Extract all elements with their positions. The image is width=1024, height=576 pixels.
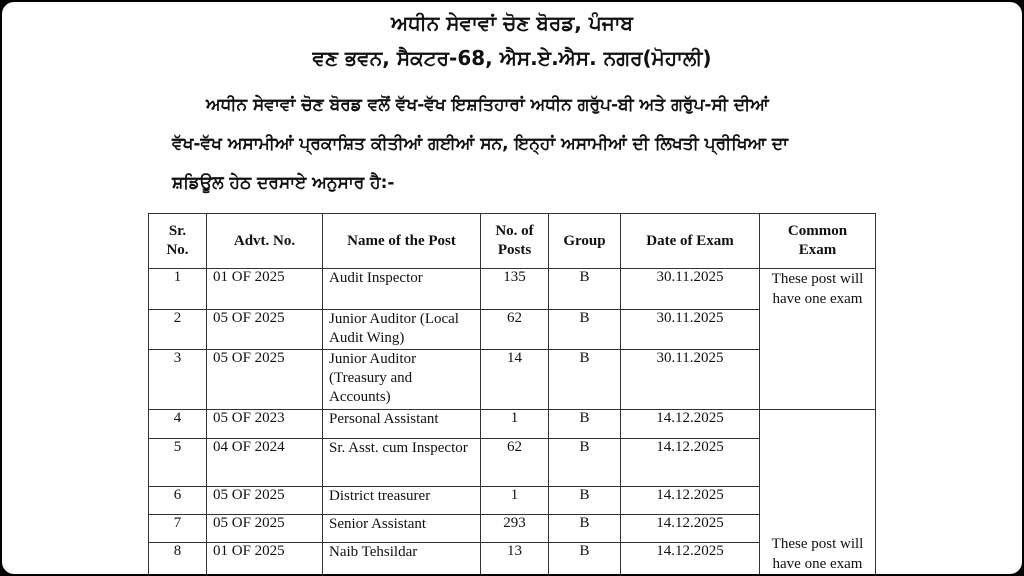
posts-cell: 62: [481, 439, 549, 487]
board-address-heading: ਵਣ ਭਵਨ, ਸੈਕਟਰ-68, ਐਸ.ਏ.ਐਸ. ਨਗਰ(ਮੋਹਾਲੀ): [312, 46, 712, 70]
advt-cell: 05 OF 2025: [207, 515, 323, 543]
exam-schedule-table: [148, 213, 876, 574]
intro-line-1: ਅਧੀਨ ਸੇਵਾਵਾਂ ਚੋਣ ਬੋਰਡ ਵਲੋਂ ਵੱਖ-ਵੱਖ ਇਸ਼ਤਿਹਾਰਾਂ ਅਧੀਨ ਗਰੁੱਪ-ਬੀ ਅਤੇ ਗਰੁੱਪ-ਸੀ ਦੀਆਂ: [206, 95, 769, 115]
posts-cell: 13: [481, 543, 549, 575]
group-cell: B: [549, 310, 621, 350]
intro-line-2: ਵੱਖ-ਵੱਖ ਅਸਾਮੀਆਂ ਪ੍ਰਕਾਸ਼ਿਤ ਕੀਤੀਆਂ ਗਈਆਂ ਸਨ, ਇਨ੍ਹਾਂ ਅਸਾਮੀਆਂ ਦੀ ਲਿਖਤੀ ਪ੍ਰੀਖਿਆ ਦਾ: [172, 134, 789, 154]
common-exam-cell: These post will have one exam: [760, 269, 876, 410]
advt-cell: 01 OF 2025: [207, 543, 323, 575]
advt-cell: 05 OF 2025: [207, 487, 323, 515]
header-no-of-posts: No. of Posts: [481, 214, 549, 269]
table-header-row: [149, 214, 876, 269]
group-cell: B: [549, 439, 621, 487]
sr-cell: 6: [149, 487, 207, 515]
post-cell: District treasurer: [323, 487, 481, 515]
posts-cell: 293: [481, 515, 549, 543]
table-row: [149, 269, 876, 310]
intro-line-3: ਸ਼ਡਿਊਲ ਹੇਠ ਦਰਸਾਏ ਅਨੁਸਾਰ ਹੈ:-: [172, 173, 395, 193]
table-row: [149, 410, 876, 439]
date-cell: 14.12.2025: [621, 410, 760, 439]
post-cell: Naib Tehsildar: [323, 543, 481, 575]
board-name-heading: ਅਧੀਨ ਸੇਵਾਵਾਂ ਚੋਣ ਬੋਰਡ, ਪੰਜਾਬ: [390, 11, 634, 35]
date-cell: 30.11.2025: [621, 269, 760, 310]
date-cell: 14.12.2025: [621, 487, 760, 515]
date-cell: 14.12.2025: [621, 515, 760, 543]
sr-cell: 8: [149, 543, 207, 575]
header-sr-no: Sr. No.: [149, 214, 207, 269]
header-group: Group: [549, 214, 621, 269]
post-cell: Audit Inspector: [323, 269, 481, 310]
date-cell: 14.12.2025: [621, 439, 760, 487]
post-cell: Senior Assistant: [323, 515, 481, 543]
advt-cell: 05 OF 2025: [207, 310, 323, 350]
group-cell: B: [549, 515, 621, 543]
date-cell: 30.11.2025: [621, 350, 760, 410]
post-cell: Sr. Asst. cum Inspector: [323, 439, 481, 487]
group-cell: B: [549, 410, 621, 439]
posts-cell: 1: [481, 487, 549, 515]
header-post-name: Name of the Post: [323, 214, 481, 269]
sr-cell: 3: [149, 350, 207, 410]
header-date-of-exam: Date of Exam: [621, 214, 760, 269]
sr-cell: 5: [149, 439, 207, 487]
posts-cell: 62: [481, 310, 549, 350]
posts-cell: 1: [481, 410, 549, 439]
posts-cell: 14: [481, 350, 549, 410]
posts-cell: 135: [481, 269, 549, 310]
group-cell: B: [549, 543, 621, 575]
sr-cell: 2: [149, 310, 207, 350]
group-cell: B: [549, 487, 621, 515]
date-cell: 30.11.2025: [621, 310, 760, 350]
header-common-exam: Common Exam: [760, 214, 876, 269]
common-exam-cell: These post will have one exam: [760, 410, 876, 575]
advt-cell: 04 OF 2024: [207, 439, 323, 487]
advt-cell: 01 OF 2025: [207, 269, 323, 310]
post-cell: Junior Auditor (Local Audit Wing): [323, 310, 481, 350]
post-cell: Junior Auditor (Treasury and Accounts): [323, 350, 481, 410]
header-advt-no: Advt. No.: [207, 214, 323, 269]
document-page: [2, 2, 1022, 574]
date-cell: 14.12.2025: [621, 543, 760, 575]
sr-cell: 1: [149, 269, 207, 310]
advt-cell: 05 OF 2025: [207, 350, 323, 410]
post-cell: Personal Assistant: [323, 410, 481, 439]
sr-cell: 7: [149, 515, 207, 543]
group-cell: B: [549, 269, 621, 310]
advt-cell: 05 OF 2023: [207, 410, 323, 439]
group-cell: B: [549, 350, 621, 410]
sr-cell: 4: [149, 410, 207, 439]
